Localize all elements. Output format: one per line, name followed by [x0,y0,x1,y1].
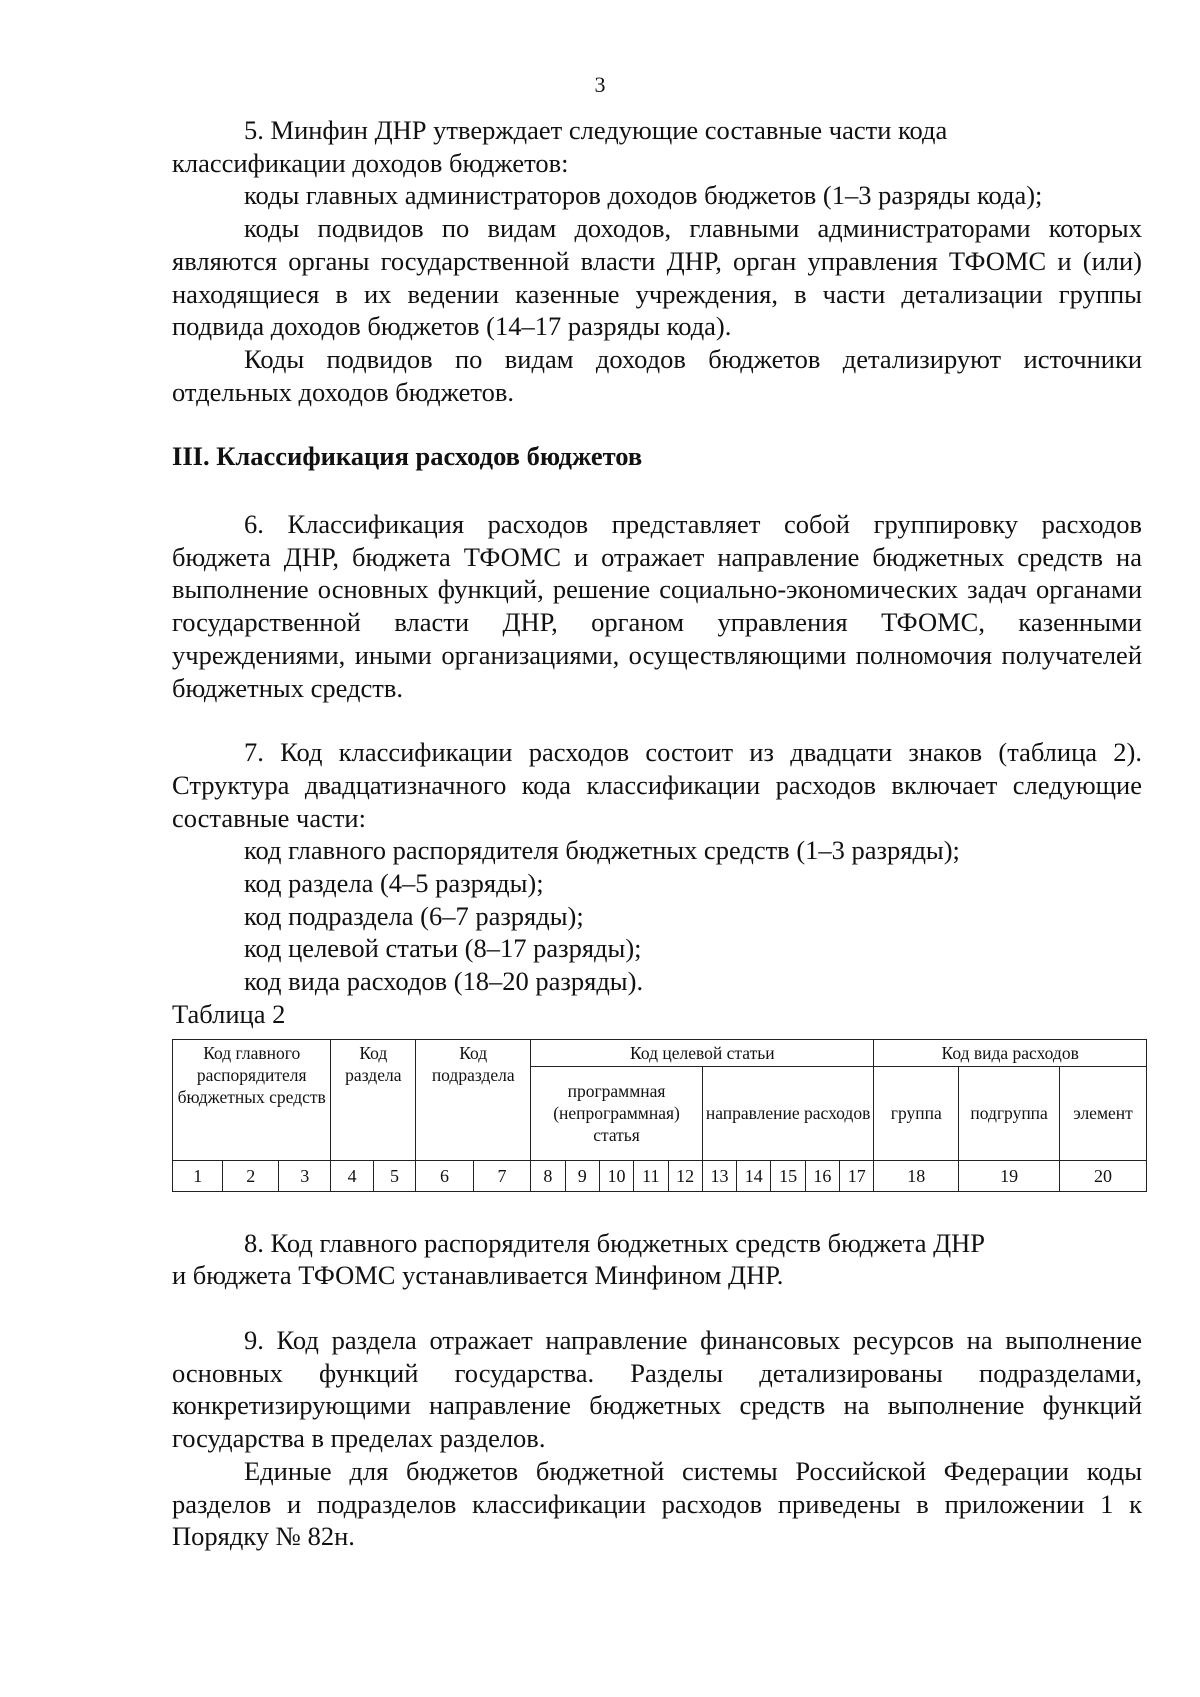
document-body [172,114,1142,1553]
digit-cell: 13 [702,1160,736,1191]
paragraph-5-note: Коды подвидов по видам доходов бюджетов детализируют источники отдельных доходов бюджетов. [172,343,1142,407]
digit-cell: 14 [737,1160,771,1191]
paragraph-7-item4: код целевой статьи (8–17 разряды); [244,933,642,964]
paragraph-5-line1: 5. Минфин ДНР утверждает следующие составные части кода [244,115,948,145]
digit-cell: 18 [874,1160,959,1191]
paragraph-9: 9. Код раздела отражает направление финансовых ресурсов на выполнение основных функций государства. Разделы детализированы подразделами, конкретизирующими направление бюджетных средств на выполнение функций государства в пределах разделов. [172,1324,1142,1454]
header-program-article: программная (непрограммная) статья [531,1066,703,1160]
digit-cell: 11 [634,1160,668,1191]
digit-cell: 4 [331,1160,373,1191]
paragraph-9-note: Единые для бюджетов бюджетной системы Российской Федерации коды разделов и подразделов классификации расходов приведены в приложении 1 к Порядку № 82н. [172,1455,1142,1552]
code-structure-table [172,1039,1147,1192]
paragraph-8-line2: и бюджета ТФОМС устанавливается Минфином ДНР. [172,1260,784,1291]
digit-cell: 17 [840,1160,874,1191]
page-number: 3 [594,72,606,97]
paragraph-8-line1: 8. Код главного распорядителя бюджетных средств бюджета ДНР [244,1227,986,1258]
paragraph-5-item1: коды главных администраторов доходов бюджетов (1–3 разряды кода); [244,180,1043,211]
header-target-article: Код целевой статьи [531,1039,874,1066]
header-subgroup: подгруппа [959,1066,1060,1160]
paragraph-5-line2: классификации доходов бюджетов: [172,147,569,178]
table-caption: Таблица 2 [172,998,286,1029]
digit-cell: 7 [473,1160,531,1191]
paragraph-7-item2: код раздела (4–5 разряды); [244,868,544,899]
paragraph-6: 6. Классификация расходов представляет собой группировку расходов бюджета ДНР, бюджета ТФОМС и отражает направление бюджетных средств на выполнение основных функций, решение социально-экономических задач органами государственной власти ДНР, органом управления ТФОМС, казенными учреждениями, иными организациями, осуществляющими полномочия получателей бюджетных средств. [172,509,1142,703]
digit-cell: 16 [805,1160,839,1191]
digit-cell: 20 [1060,1160,1147,1191]
header-expense-direction: направление расходов [702,1066,874,1160]
header-element: элемент [1060,1066,1147,1160]
header-expense-type: Код вида расходов [874,1039,1147,1066]
digit-cell: 3 [278,1160,331,1191]
paragraph-7-item3: код подраздела (6–7 разряды); [244,900,584,931]
section-heading: III. Классификация расходов бюджетов [172,441,643,472]
digit-cell: 5 [373,1160,415,1191]
header-group: группа [874,1066,959,1160]
digit-cell: 1 [173,1160,223,1191]
digit-cell: 19 [959,1160,1060,1191]
digit-cell: 6 [416,1160,474,1191]
digit-row [173,1160,1147,1191]
digit-cell: 8 [531,1160,565,1191]
digit-cell: 2 [223,1160,279,1191]
digit-cell: 9 [565,1160,599,1191]
paragraph-7-intro: 7. Код классификации расходов состоит из двадцати знаков (таблица 2). Структура двадцатизначного кода классификации расходов включает следующие составные части: [172,737,1142,833]
digit-cell: 15 [771,1160,805,1191]
header-section: Код раздела [331,1039,416,1160]
header-subsection: Код подраздела [416,1039,531,1160]
header-chief-administrator: Код главного распорядителя бюджетных средств [173,1039,331,1160]
paragraph-7-item1: код главного распорядителя бюджетных средств (1–3 разряды); [244,835,960,866]
digit-cell: 12 [668,1160,702,1191]
paragraph-7-item5: код вида расходов (18–20 разряды). [244,966,644,997]
digit-cell: 10 [599,1160,633,1191]
paragraph-5-item2: коды подвидов по видам доходов, главными администраторами которых являются органы государственной власти ДНР, орган управления ТФОМС и (или) находящиеся в их ведении казенные учреждения, в части детализации группы подвида доходов бюджетов (14–17 разряды кода). [172,213,1142,342]
